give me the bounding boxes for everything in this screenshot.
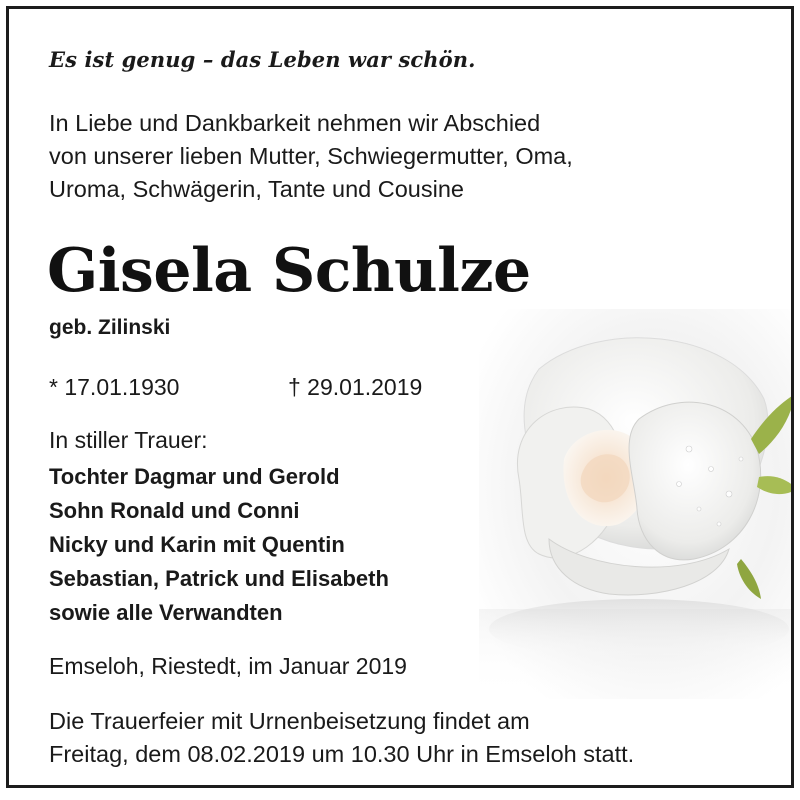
funeral-notice [49,705,634,771]
maiden-name: geb. Zilinski [49,316,171,339]
mourner-item: Sebastian, Patrick und Elisabeth [49,566,389,591]
mourners-list [49,460,389,630]
intro-text [49,107,573,206]
death-date: † 29.01.2019 [288,374,423,400]
notice-line: Die Trauerfeier mit Urnenbeisetzung findet am [49,708,530,734]
place-and-date: Emseloh, Riestedt, im Januar 2019 [49,653,407,679]
mourner-item: Sohn Ronald und Conni [49,498,300,523]
notice-line: Freitag, dem 08.02.2019 um 10.30 Uhr in Emseloh statt. [49,741,635,767]
deceased-name: Gisela Schulze [47,236,531,306]
obituary-content [9,9,791,785]
mourners-label: In stiller Trauer: [49,427,208,453]
mourner-item: Nicky und Karin mit Quentin [49,532,345,557]
intro-line: von unserer lieben Mutter, Schwiegermutter, Oma, [49,143,573,169]
motto-heading: Es ist genug – das Leben war schön. [49,47,476,72]
intro-line: In Liebe und Dankbarkeit nehmen wir Abschied [49,110,541,136]
intro-line: Uroma, Schwägerin, Tante und Cousine [49,176,464,202]
obituary-frame [6,6,794,788]
mourner-item: Tochter Dagmar und Gerold [49,464,340,489]
mourner-item: sowie alle Verwandten [49,600,283,625]
birth-date: * 17.01.1930 [49,374,180,400]
